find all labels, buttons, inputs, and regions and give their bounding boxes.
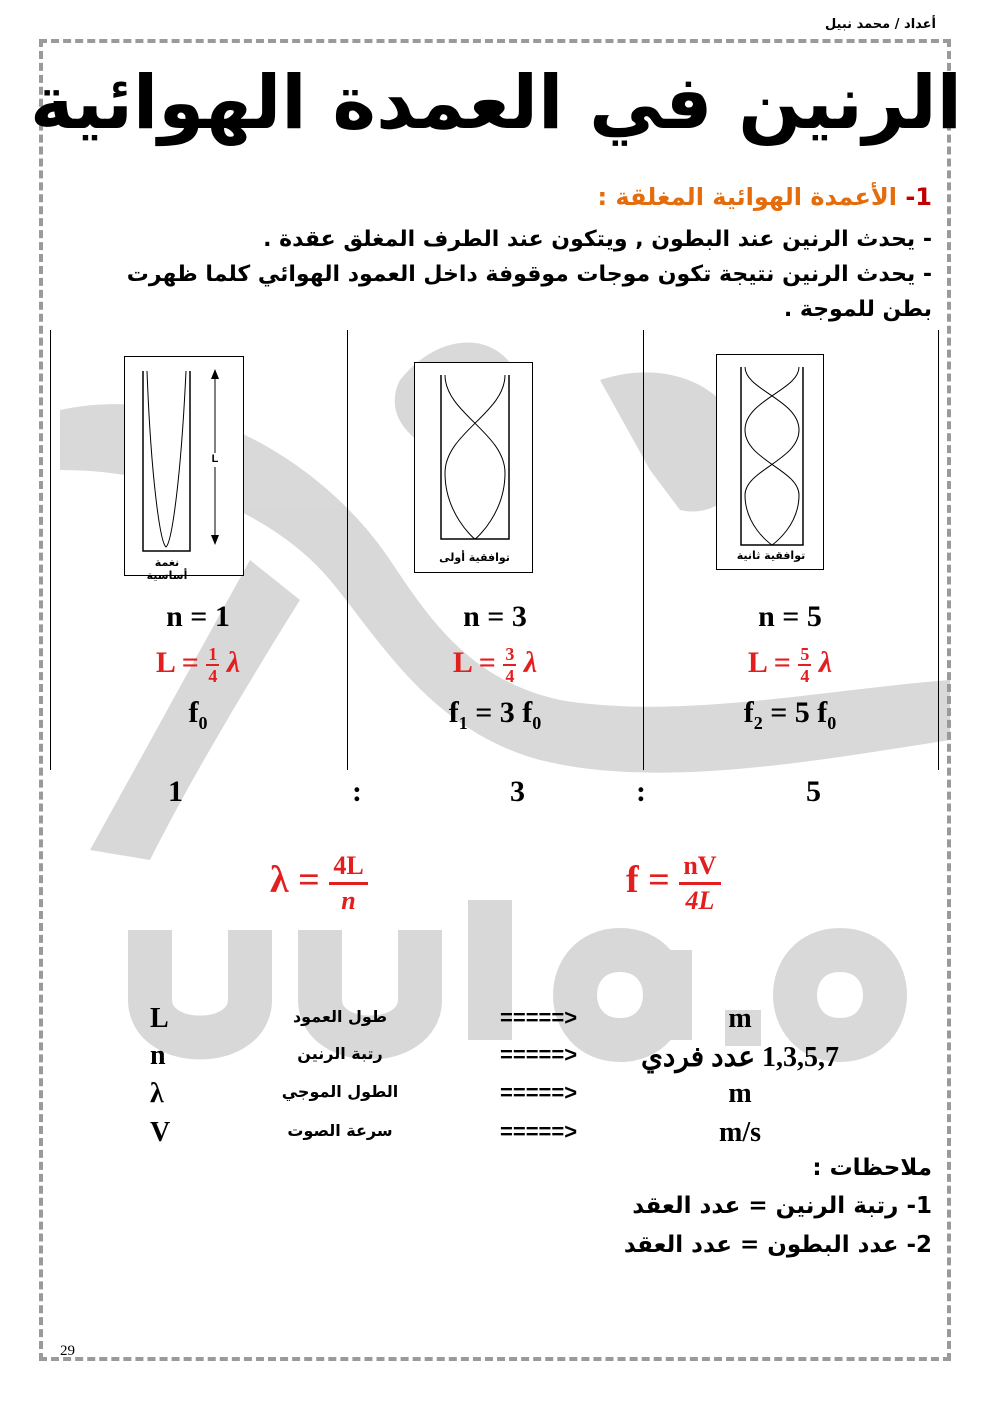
- arrow: =====>: [500, 1005, 578, 1030]
- symbol-unit: 1,3,5,7 عدد فردي: [640, 1042, 840, 1073]
- harmonic-number: n = 1: [166, 600, 230, 633]
- fraction-numerator: 1: [208, 644, 218, 664]
- ratio-value-5: 5: [806, 775, 821, 808]
- fraction-denominator: 4: [505, 666, 515, 686]
- column-divider: [347, 330, 348, 770]
- note-item: [632, 1193, 932, 1219]
- length-formula-prefix: L =: [155, 645, 199, 679]
- arrow: =====>: [500, 1080, 578, 1105]
- length-formula: [700, 644, 880, 696]
- diagram-caption: توافقية ثانية: [736, 549, 806, 562]
- note-text: رتبة الرنين = عدد العقد: [632, 1193, 899, 1219]
- fraction: [329, 850, 367, 917]
- fraction-denominator: n: [341, 886, 356, 915]
- symbol-unit: m/s: [719, 1117, 761, 1148]
- frequency: [700, 696, 880, 734]
- fraction-numerator: nV: [679, 850, 720, 885]
- note-number: 1-: [906, 1193, 932, 1219]
- fraction: [798, 644, 811, 686]
- diagram-first-overtone: [414, 362, 533, 573]
- diagram-caption: نغمة أساسية: [146, 556, 188, 582]
- symbol-row: [150, 1040, 870, 1078]
- fraction-denominator: 4: [800, 666, 810, 686]
- note-item: [624, 1232, 932, 1258]
- frequency: [405, 696, 585, 734]
- fraction: [503, 644, 516, 686]
- tube-fundamental-svg: [125, 357, 243, 575]
- fraction-denominator: 4L: [685, 886, 715, 915]
- fraction-numerator: 4L: [329, 850, 367, 885]
- ratio-value-3: 3: [510, 775, 525, 808]
- fraction-numerator: 5: [800, 644, 810, 664]
- column-divider: [50, 330, 51, 770]
- symbol-row: [150, 1003, 870, 1041]
- column-second-overtone: [700, 600, 880, 734]
- symbol: n: [150, 1040, 166, 1071]
- lambda-symbol: λ: [226, 645, 241, 679]
- symbol: L: [150, 1003, 169, 1034]
- arrow: =====>: [500, 1119, 578, 1144]
- author-credit: أعداد / محمد نبيل: [824, 17, 936, 32]
- diagram-fundamental: [124, 356, 244, 582]
- diagram-caption: توافقية أولى: [439, 551, 510, 564]
- column-first-overtone: [405, 600, 585, 734]
- ratio-separator: :: [636, 775, 646, 808]
- frequency-subscript: 2: [753, 713, 763, 733]
- ratio-value-1: 1: [168, 775, 183, 808]
- point-1: - يحدث الرنين عند البطون , ويتكون عند الطرف المغلق عقدة .: [263, 227, 932, 252]
- notes-title: ملاحظات :: [812, 1155, 932, 1181]
- note-number: 2-: [906, 1232, 932, 1258]
- frequency-subscript: 0: [198, 713, 208, 733]
- frequency-symbol: f: [743, 696, 754, 729]
- frequency-subscript: 0: [827, 713, 837, 733]
- symbol: V: [150, 1117, 171, 1148]
- frequency-symbol: f: [448, 696, 459, 729]
- harmonic-number: n = 5: [758, 600, 822, 633]
- length-formula-prefix: L =: [452, 645, 496, 679]
- frequency-subscript: 0: [532, 713, 542, 733]
- fraction-numerator: 3: [505, 644, 515, 664]
- formula-lhs: λ =: [270, 859, 320, 902]
- length-formula-prefix: L =: [747, 645, 791, 679]
- fraction: [679, 850, 720, 917]
- symbol-meaning: طول العمود: [292, 1007, 388, 1026]
- length-formula: [405, 644, 585, 696]
- wavelength-formula: [270, 850, 368, 917]
- tube-first-overtone-svg: [415, 363, 532, 572]
- frequency: [108, 696, 288, 734]
- harmonic-number: n = 3: [463, 600, 527, 633]
- symbol-meaning: الطول الموجي: [281, 1082, 399, 1101]
- fraction-denominator: 4: [208, 666, 218, 686]
- lambda-symbol: λ: [523, 645, 538, 679]
- page-number: 29: [60, 1343, 75, 1359]
- frequency-relation: = 5 f: [762, 696, 828, 729]
- arrow: =====>: [500, 1042, 578, 1067]
- symbol: λ: [150, 1078, 164, 1109]
- frequency-subscript: 1: [458, 713, 468, 733]
- page-title: الرنين في العمدة الهوائية: [30, 60, 962, 146]
- symbol-row: [150, 1117, 870, 1155]
- length-formula: [108, 644, 288, 696]
- tube-second-overtone-svg: [717, 355, 823, 569]
- diagram-second-overtone: [716, 354, 824, 570]
- frequency-formula: [626, 850, 721, 917]
- section-number: 1-: [905, 183, 932, 211]
- formula-lhs: f =: [626, 859, 670, 902]
- section-heading: [597, 183, 932, 211]
- column-divider: [643, 330, 644, 770]
- length-label: L: [211, 453, 219, 465]
- symbol-meaning: رتبة الرنين: [297, 1044, 383, 1063]
- section-heading-text: الأعمدة الهوائية المغلقة :: [597, 183, 897, 211]
- symbol-meaning: سرعة الصوت: [287, 1121, 393, 1140]
- symbol-row: [150, 1078, 870, 1116]
- column-fundamental: [108, 600, 288, 734]
- fraction: [206, 644, 219, 686]
- symbol-unit: m: [728, 1003, 752, 1034]
- column-divider: [938, 330, 939, 770]
- ratio-separator: :: [352, 775, 362, 808]
- frequency-relation: = 3 f: [467, 696, 533, 729]
- frequency-symbol: f: [188, 696, 199, 729]
- note-text: عدد البطون = عدد العقد: [623, 1232, 899, 1258]
- symbol-unit: m: [728, 1078, 752, 1109]
- point-2: - يحدث الرنين نتيجة تكون موجات موقوفة داخل العمود الهوائي كلما ظهرت بطن للموجة .: [126, 262, 932, 322]
- lambda-symbol: λ: [818, 645, 833, 679]
